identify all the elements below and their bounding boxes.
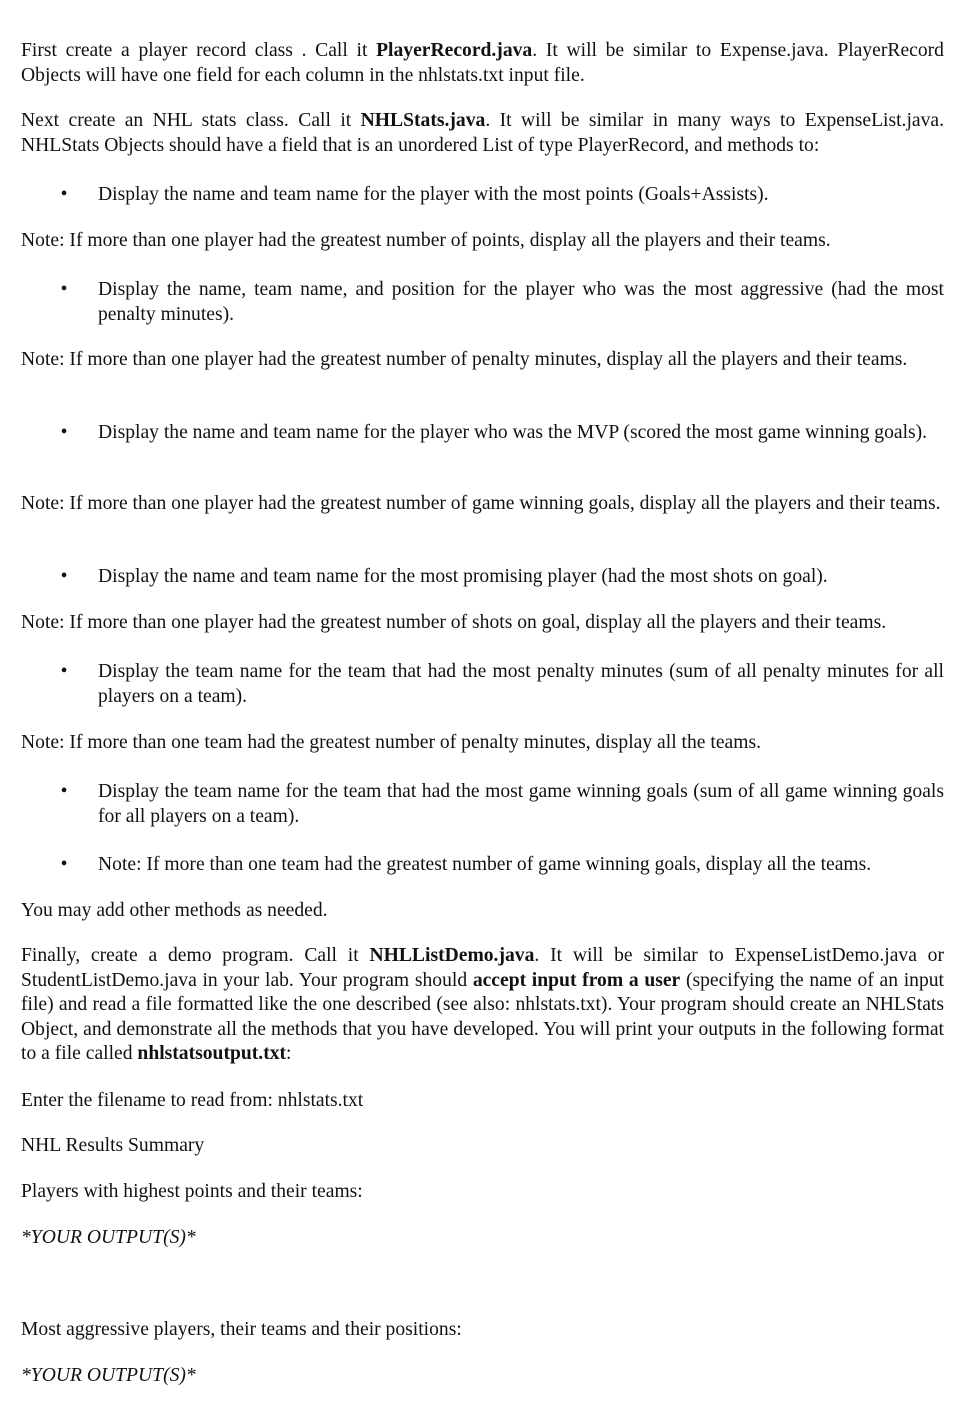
intro-text: Next create an NHL stats class. Call it [21,110,361,131]
filename-output: nhlstatsoutput.txt [137,1043,287,1064]
bullet-item-most-promising [0,565,944,590]
demo-program-paragraph [21,944,944,1067]
sample-output-placeholder: *YOUR OUTPUT(S)* [21,1365,196,1386]
note-most-game-winning-goals: Note: If more than one player had the greatest number of game winning goals, display all the players and their teams. [21,493,941,514]
bullet-text: Display the name and team name for the most promising player (had the most shots on goal). [98,566,828,587]
note-team-penalty-minutes: Note: If more than one team had the greatest number of penalty minutes, display all the teams. [21,732,761,753]
intro-text: . It will be similar in many ways to ExpenseList.java. NHLStats Objects should have a field that is an unordered List of type PlayerRecord, and methods to: [21,110,944,156]
intro-text: . It will be similar to Expense.java. PlayerRecord Objects will have one field for each column in the nhlstats.txt input file. [21,40,944,86]
bullet-icon: • [60,566,68,587]
intro-paragraph-nhl-stats [21,109,944,158]
bullet-icon: • [60,279,68,300]
bullet-text: Note: If more than one team had the greatest number of game winning goals, display all the teams. [98,854,872,875]
bullet-text: Display the team name for the team that had the most game winning goals (sum of all game winning goals for all players on a team). [98,781,944,827]
bullet-text: Display the name, team name, and position for the player who was the most aggressive (had the most penalty minutes). [98,279,944,325]
bullet-text: Display the name and team name for the player who was the MVP (scored the most game winning goals). [98,422,928,443]
sample-points-heading: Players with highest points and their teams: [21,1181,363,1202]
demo-text: . It will be similar to ExpenseListDemo.java or StudentListDemo.java in your lab. Your program should [21,945,944,991]
bullet-icon: • [60,184,68,205]
intro-paragraph-player-record [21,39,944,88]
demo-text: (specifying the name of an input file) and read a file formatted like the one described (see also: nhlstats.txt). Your program should create an NHLStats Object, and demonstrate all the methods that you have developed. You will print your outputs in the following format to a file called [21,969,944,1064]
bullet-item-team-game-winning-goals [0,780,944,829]
filename-demo: NHLListDemo.java [369,945,535,966]
emphasis-user-input: accept input from a user [472,969,681,991]
bullet-icon: • [60,781,68,802]
sample-filename-prompt: Enter the filename to read from: nhlstats.txt [21,1090,364,1111]
note-most-shots-on-goal: Note: If more than one player had the greatest number of shots on goal, display all the players and their teams. [21,612,887,633]
demo-text: Finally, create a demo program. Call it [21,945,370,966]
sample-summary-title: NHL Results Summary [21,1135,205,1156]
filename-nhl-stats: NHLStats.java [360,110,486,131]
intro-text: First create a player record class . Call it [21,40,377,61]
bullet-icon: • [60,661,68,682]
other-methods-note: You may add other methods as needed. [21,900,328,921]
note-most-points: Note: If more than one player had the greatest number of points, display all the players and their teams. [21,230,831,251]
sample-aggressive-heading: Most aggressive players, their teams and their positions: [21,1319,462,1340]
bullet-text: Display the name and team name for the player with the most points (Goals+Assists). [98,184,769,205]
bullet-item-most-aggressive [0,278,944,327]
bullet-icon: • [60,854,68,875]
filename-player-record: PlayerRecord.java [376,40,533,61]
bullet-text: Display the team name for the team that had the most penalty minutes (sum of all penalty minutes for all players on a team). [98,661,944,707]
bullet-item-team-goals-note [0,853,944,878]
bullet-icon: • [60,422,68,443]
bullet-item-mvp [0,421,944,446]
sample-output-placeholder: *YOUR OUTPUT(S)* [21,1227,196,1248]
bullet-item-team-penalty-minutes [0,660,944,709]
bullet-item-most-points [0,183,944,208]
demo-text: : [286,1043,292,1064]
note-most-penalty-minutes: Note: If more than one player had the greatest number of penalty minutes, display all the players and their teams. [21,349,908,370]
